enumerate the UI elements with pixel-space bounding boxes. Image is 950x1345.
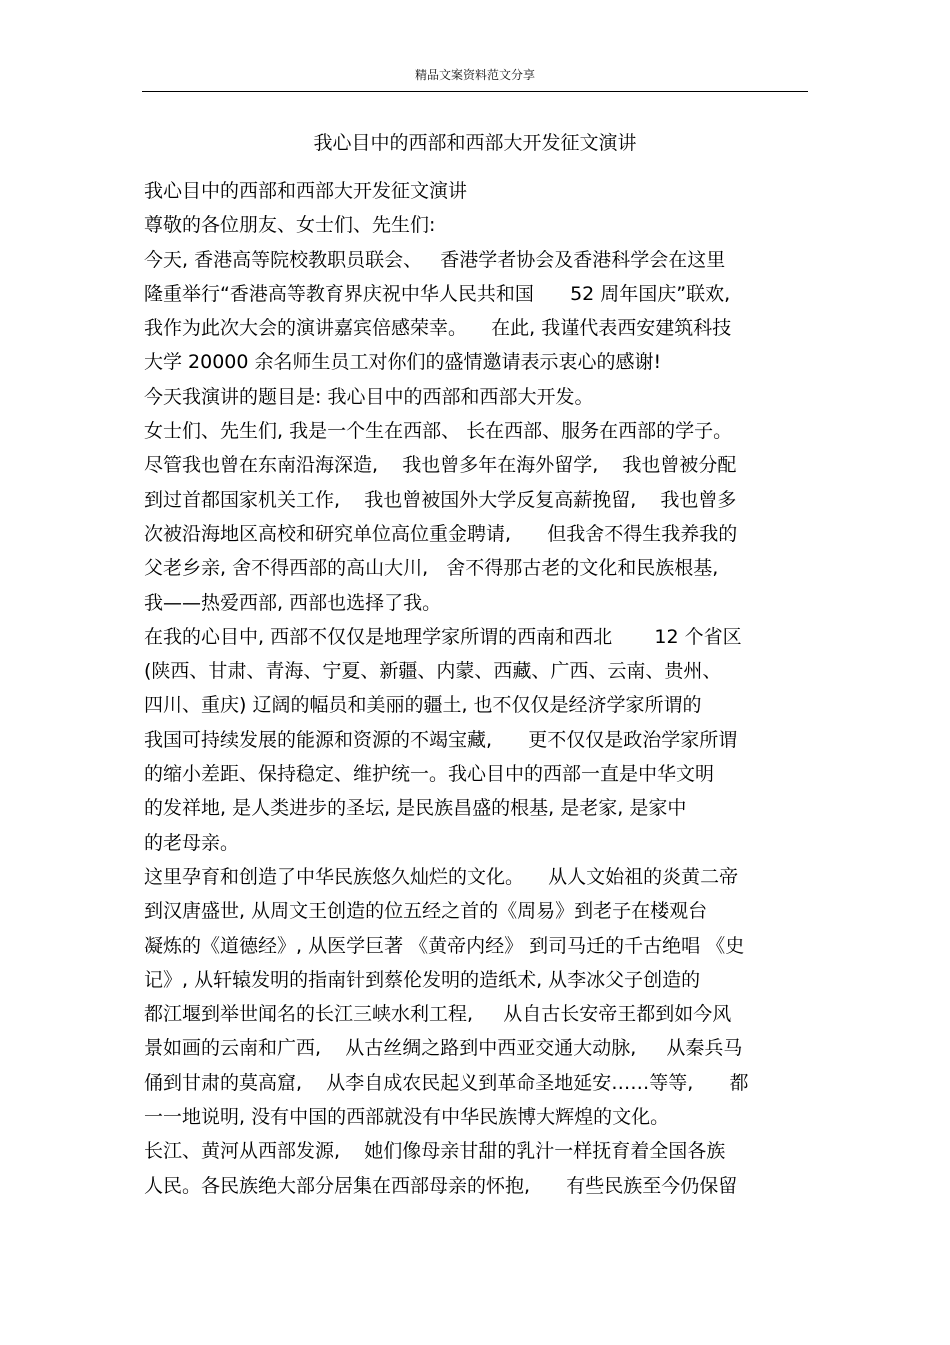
body-line: 这里孕育和创造了中华民族悠久灿烂的文化。 从人文始祖的炎黄二帝 xyxy=(144,865,739,888)
body-line: 隆重举行“香港高等教育界庆祝中华人民共和国 52 周年国庆”联欢, xyxy=(144,282,731,305)
body-line: 到汉唐盛世, 从周文王创造的位五经之首的《周易》到老子在楼观台 xyxy=(144,900,708,923)
body-line: 大学 20000 余名师生员工对你们的盛情邀请表示衷心的感谢! xyxy=(144,351,662,374)
body-line: 记》, 从轩辕发明的指南针到蔡伦发明的造纸术, 从李冰父子创造的 xyxy=(144,968,701,991)
body-line: (陕西、甘肃、青海、宁夏、新疆、内蒙、西藏、广西、云南、贵州、 xyxy=(144,660,722,683)
body-line: 景如画的云南和广西, 从古丝绸之路到中西亚交通大动脉, 从秦兵马 xyxy=(144,1037,743,1060)
body-line: 我心目中的西部和西部大开发征文演讲 xyxy=(144,180,468,202)
body-line: 人民。各民族绝大部分居集在西部母亲的怀抱, 有些民族至今仍保留 xyxy=(144,1174,738,1197)
body-line: 父老乡亲, 舍不得西部的高山大川, 舍不得那古老的文化和民族根基, xyxy=(144,557,719,580)
document-body xyxy=(144,174,824,1203)
body-line: 今天我演讲的题目是: 我心目中的西部和西部大开发。 xyxy=(144,385,594,408)
document-title: 我心目中的西部和西部大开发征文演讲 xyxy=(313,132,637,154)
body-line: 次被沿海地区高校和研究单位高位重金聘请, 但我舍不得生我养我的 xyxy=(144,522,738,545)
body-line: 我作为此次大会的演讲嘉宾倍感荣幸。 在此, 我谨代表西安建筑科技 xyxy=(144,317,732,340)
body-line: 的发祥地, 是人类进步的圣坛, 是民族昌盛的根基, 是老家, 是家中 xyxy=(144,797,687,820)
body-line: 四川、重庆) 辽阔的幅员和美丽的疆土, 也不仅仅是经济学家所谓的 xyxy=(144,694,702,717)
body-line: 到过首都国家机关工作, 我也曾被国外大学反复高薪挽留, 我也曾多 xyxy=(144,488,737,511)
body-line: 我国可持续发展的能源和资源的不竭宝藏, 更不仅仅是政治学家所谓 xyxy=(144,728,738,751)
body-line: 一一地说明, 没有中国的西部就没有中华民族博大辉煌的文化。 xyxy=(144,1106,670,1129)
body-line: 都江堰到举世闻名的长江三峡水利工程, 从自古长安帝王都到如今风 xyxy=(144,1003,732,1026)
body-line: 今天, 香港高等院校教职员联会、 香港学者协会及香港科学会在这里 xyxy=(144,248,726,271)
body-line: 凝炼的《道德经》, 从医学巨著 《黄帝内经》 到司马迁的千古绝唱 《史 xyxy=(144,934,745,957)
body-line: 的缩小差距、保持稳定、维护统一。我心目中的西部一直是中华文明 xyxy=(144,763,715,786)
body-line: 尊敬的各位朋友、女士们、先生们: xyxy=(144,214,436,237)
body-line: 俑到甘肃的莫高窟, 从李自成农民起义到革命圣地延安……等等, 都 xyxy=(144,1071,749,1094)
body-line: 的老母亲。 xyxy=(144,831,240,854)
header-divider xyxy=(142,91,808,92)
body-line: 长江、黄河从西部发源, 她们像母亲甘甜的乳汁一样抚育着全国各族 xyxy=(144,1140,726,1163)
page-header: 精品文案资料范文分享 xyxy=(414,68,535,82)
body-line: 女士们、先生们, 我是一个生在西部、 长在西部、服务在西部的学子。 xyxy=(144,420,733,443)
body-line: 尽管我也曾在东南沿海深造, 我也曾多年在海外留学, 我也曾被分配 xyxy=(144,454,737,477)
body-line: 在我的心目中, 西部不仅仅是地理学家所谓的西南和西北 12 个省区 xyxy=(144,625,742,648)
body-line: 我——热爱西部, 西部也选择了我。 xyxy=(144,591,442,614)
